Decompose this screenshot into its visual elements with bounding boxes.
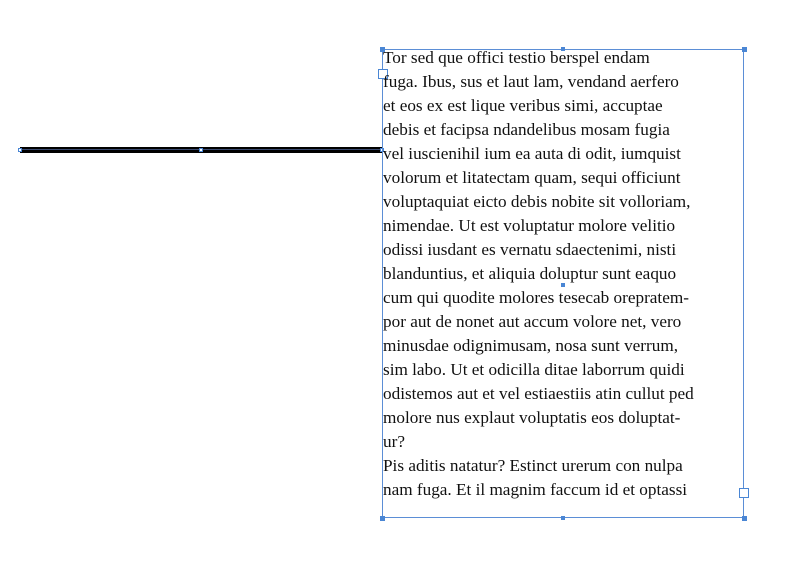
text-line: volorum et litatectam quam, sequi officiunt [383,168,681,187]
text-line: et eos ex est lique veribus simi, accuptae [383,96,663,115]
text-line: Tor sed que offici testio berspel endam [383,48,650,67]
line-start-anchor[interactable] [18,148,22,152]
text-line: sim labo. Ut et odicilla ditae laborrum quidi [383,360,685,379]
text-line: nam fuga. Et il magnim faccum id et optassi [383,480,688,499]
frame-handle-bottom-middle[interactable] [561,516,565,520]
frame-handle-bottom-right[interactable] [742,516,747,521]
text-line: nimendae. Ut est voluptatur molore velitio [383,216,676,235]
line-center-point[interactable] [199,148,203,152]
story-text[interactable] [383,46,745,502]
text-line: odissi iusdant es vernatu sdaectenimi, nisti [383,240,677,259]
text-line: debis et facipsa ndandelibus mosam fugia [383,120,670,139]
text-line: cum qui quodite molores tesecab orepratem- [383,288,689,307]
text-line: voluptaquiat eicto debis nobite sit volloriam, [383,192,691,211]
text-line: fuga. Ibus, sus et laut lam, vendand aerfero [383,72,679,91]
text-line: minusdae odignimusam, nosa sunt verrum, [383,336,679,355]
text-line: odistemos aut et vel estiaestiis atin cullut ped [383,384,694,403]
text-line: vel iuscienihil ium ea auta di odit, iumquist [383,144,681,163]
text-line: molore nus explaut voluptatis eos doluptat- [383,408,681,427]
text-line: blanduntius, et aliquia doluptur sunt eaquo [383,264,677,283]
frame-handle-bottom-left[interactable] [380,516,385,521]
text-line: Pis aditis natatur? Estinct urerum con nulpa [383,456,683,475]
text-line: ur? [383,432,405,451]
text-line: por aut de nonet aut accum volore net, vero [383,312,682,331]
